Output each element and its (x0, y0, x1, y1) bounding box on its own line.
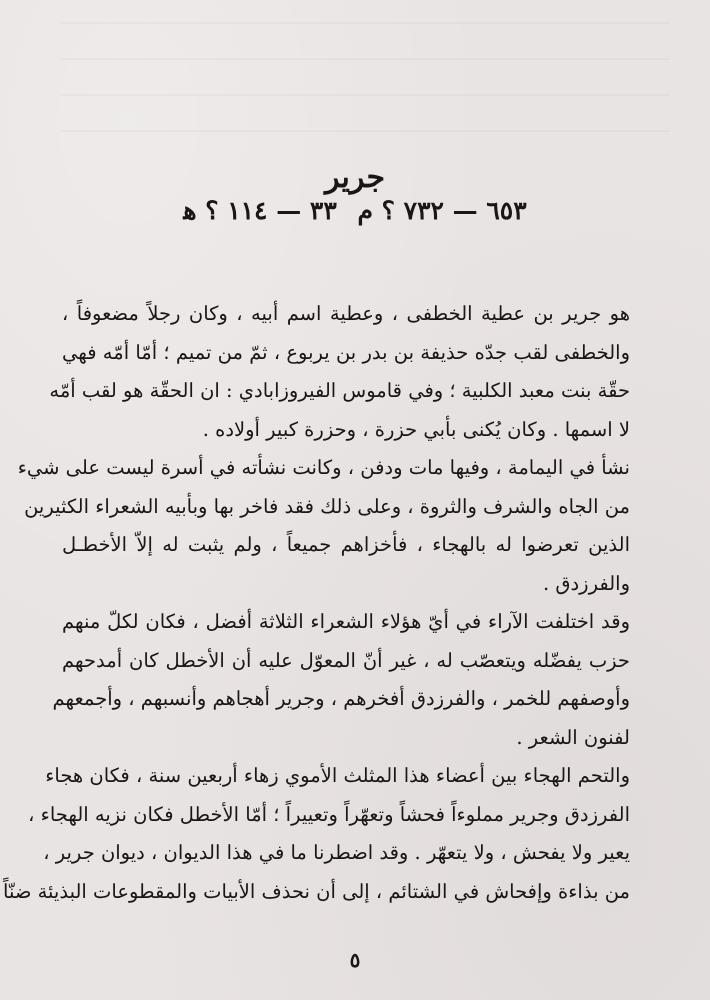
paragraph-satire (3, 757, 652, 911)
ce-date-range: ٦٥٣ — ٧٣٢ ؟ م (357, 196, 527, 225)
text-line: يعير ولا يفحش ، ولا يتعهّر . وقد اضطرنا ما في هذا الديوان ، ديوان جرير ، (43, 841, 630, 864)
text-line: من بذاءة وإفحاش في الشتائم ، إلى أن نحذف الأبيات والمقطوعات البذيئة ضنّاً (3, 879, 630, 903)
text-line: الفرزدق وجرير مملوءاً فحشاً وتعهّراً وتعييراً ؛ أمّا الأخطل فكان نزيه الهجاء ، (28, 802, 630, 826)
text-line: لفنون الشعر . (516, 725, 630, 749)
biography-text (3, 295, 652, 911)
text-line: من الجاه والشرف والثروة ، وعلى ذلك فقد فاخر بها وبأبيه الشعراء الكثيرين (24, 494, 630, 518)
ah-date-range: ٣٣ — ١١٤ ؟ ﻫ (183, 196, 337, 225)
text-line: حقّة بنت معبد الكلبية ؛ وفي قاموس الفيروزابادي : ان الحقّة هو لقب أمّه (49, 379, 630, 402)
text-line: هو جرير بن عطية الخطفى ، وعطية اسم أبيه ، وكان رجلاً مضعوفاً ، (62, 302, 630, 325)
paragraph-upbringing (17, 449, 652, 603)
text-line: نشأ في اليمامة ، وفيها مات ودفن ، وكانت نشأته في أسرة ليست على شيء (17, 456, 630, 479)
text-line: وقد اختلفت الآراء في أيّ هؤلاء الشعراء الثلاثة أفضل ، فكان لكلّ منهم (62, 610, 630, 633)
text-line: والتحم الهجاء بين أعضاء هذا المثلث الأموي زهاء أربعين سنة ، فكان هجاء (45, 764, 630, 787)
text-line: حزب يفضّله ويتعصّب له ، غير أنّ المعوّل عليه أن الأخطل كان أمدحهم (62, 648, 630, 672)
text-line: وأوصفهم للخمر ، والفرزدق أفخرهم ، وجرير أهجاهم وأنسبهم ، وأجمعهم (52, 687, 630, 710)
date-range (0, 196, 710, 225)
text-line: الذين تعرضوا له بالهجاء ، فأخزاهم جميعاً ، ولم يثبت له إلاّ الأخطـل (62, 533, 630, 556)
text-line: لا اسمها . وكان يُكنى بأبي حزرة ، وحزرة كبير أولاده . (202, 417, 630, 441)
paragraph-lineage (49, 295, 652, 449)
show-through-text (60, 22, 670, 132)
paragraph-comparison (52, 603, 652, 757)
page-title: جرير (325, 160, 385, 196)
text-line: والخطفى لقب جدّه حذيفة بن بدر بن يربوع ، ثمّ من تميم ؛ أمّا أمّه فهي (62, 340, 631, 364)
text-line: والفرزدق . (542, 571, 630, 595)
page-number: ٥ (349, 948, 361, 972)
